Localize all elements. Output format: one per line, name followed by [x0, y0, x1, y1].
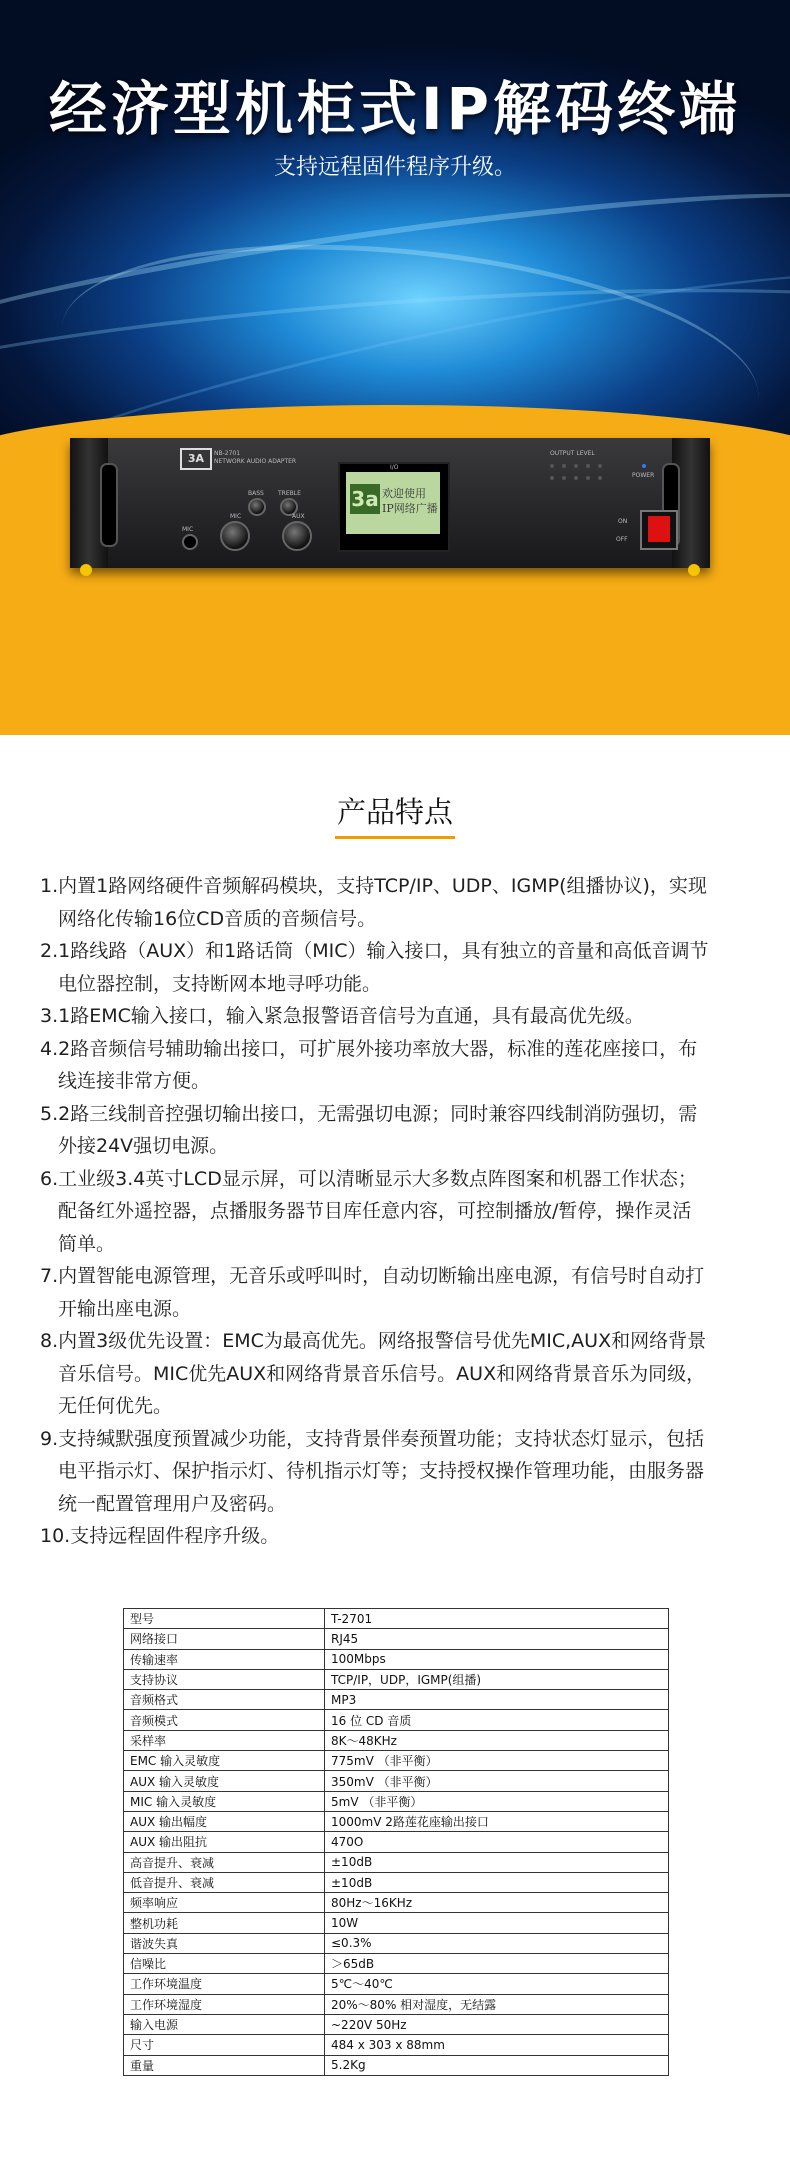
hero-title: 经济型机柜式IP解码终端	[48, 75, 742, 143]
spec-key: 信噪比	[124, 1954, 325, 1974]
mic-volume-label: MIC	[230, 513, 242, 520]
spec-value: 10W	[325, 1913, 669, 1933]
spec-key: 重量	[124, 2055, 325, 2075]
spec-value: ~220V 50Hz	[325, 2014, 669, 2034]
lcd-screen	[346, 472, 440, 534]
spec-row	[124, 1913, 669, 1933]
off-label: OFF	[616, 536, 628, 543]
feature-line: 3.1路EMC输入接口，输入紧急报警语音信号为直通，具有最高优先级。	[40, 1005, 644, 1027]
output-level-label: OUTPUT LEVEL	[550, 450, 595, 457]
feature-line: 9.支持缄默强度预置减少功能，支持背景伴奏预置功能；支持状态灯显示，包括	[40, 1427, 705, 1450]
spec-value: 5mV （非平衡）	[325, 1791, 669, 1811]
lcd-top-label: I/O	[390, 464, 399, 471]
spec-value: 775mV （非平衡）	[325, 1751, 669, 1771]
spec-value: 16 位 CD 音质	[325, 1710, 669, 1730]
spec-value: TCP/IP，UDP，IGMP(组播)	[325, 1669, 669, 1689]
feature-item	[40, 1423, 752, 1521]
spec-key: 尺寸	[124, 2035, 325, 2055]
spec-value: 484 x 303 x 88mm	[325, 2035, 669, 2055]
spec-row	[124, 1751, 669, 1771]
feature-item	[40, 1260, 752, 1325]
feature-line: 6.工业级3.4英寸LCD显示屏，可以清晰显示大多数点阵图案和机器工作状态；	[40, 1167, 697, 1190]
spec-value: 470O	[325, 1832, 669, 1852]
feature-line: 2.1路线路（AUX）和1路话筒（MIC）输入接口，具有独立的音量和高低音调节	[40, 940, 709, 962]
spec-row	[124, 1994, 669, 2014]
spec-row	[124, 1609, 669, 1629]
spec-key: 音频格式	[124, 1690, 325, 1710]
features-title-underline	[335, 836, 455, 839]
feature-line: 5.2路三线制音控强切输出接口，无需强切电源；同时兼容四线制消防强切，需	[40, 1102, 698, 1125]
level-led	[562, 476, 566, 480]
power-led	[642, 464, 646, 468]
feature-line: 无任何优先。	[58, 1395, 173, 1417]
spec-value: RJ45	[325, 1629, 669, 1649]
level-led	[562, 464, 566, 468]
spec-key: AUX 输出阻抗	[124, 1832, 325, 1852]
level-led	[586, 464, 590, 468]
feature-line: 4.2路音频信号辅助输出接口，可扩展外接功率放大器，标准的莲花座接口，布	[40, 1037, 698, 1060]
feature-line: 1.内置1路网络硬件音频解码模块，支持TCP/IP、UDP、IGMP(组播协议)，实现	[40, 875, 707, 897]
spec-key: AUX 输出幅度	[124, 1811, 325, 1831]
aux-volume-label: AUX	[292, 513, 305, 520]
feature-item	[40, 1163, 752, 1261]
feature-line: 开输出座电源。	[58, 1297, 192, 1320]
feature-item	[40, 1033, 752, 1098]
level-led	[550, 464, 554, 468]
spec-key: 频率响应	[124, 1893, 325, 1913]
spec-key: 谐波失真	[124, 1933, 325, 1953]
model-text: NB-2701	[214, 450, 241, 457]
spec-value: 350mV （非平衡）	[325, 1771, 669, 1791]
spec-key: 工作环境湿度	[124, 1994, 325, 2014]
lcd-logo: 3a	[350, 484, 380, 514]
spec-row	[124, 1974, 669, 1994]
feature-item	[40, 1098, 752, 1163]
spec-row	[124, 1669, 669, 1689]
spec-key: 工作环境温度	[124, 1974, 325, 1994]
power-label: POWER	[632, 472, 655, 479]
spec-row	[124, 1933, 669, 1953]
feature-line: 网络化传输16位CD音质的音频信号。	[58, 907, 377, 930]
handle-left	[100, 463, 118, 547]
hero-banner	[0, 0, 790, 735]
spec-row	[124, 2055, 669, 2075]
mic-volume-knob[interactable]	[220, 521, 250, 551]
on-label: ON	[618, 518, 628, 525]
spec-row	[124, 1954, 669, 1974]
feature-item	[40, 870, 752, 935]
feature-line: 电平指示灯、保护指示灯、待机指示灯等；支持授权操作管理功能，由服务器	[58, 1460, 705, 1482]
level-led	[550, 476, 554, 480]
feature-line: 统一配置管理用户及密码。	[58, 1492, 287, 1515]
feature-line: 电位器控制，支持断网本地寻呼功能。	[58, 972, 382, 995]
spec-value: 100Mbps	[325, 1649, 669, 1669]
feature-line: 线连接非常方便。	[58, 1070, 211, 1092]
spec-key: 网络接口	[124, 1629, 325, 1649]
spec-row	[124, 1629, 669, 1649]
spec-value: ＞65dB	[325, 1954, 669, 1974]
spec-value: MP3	[325, 1690, 669, 1710]
feature-line: 7.内置智能电源管理，无音乐或呼叫时，自动切断输出座电源，有信号时自动打	[40, 1265, 705, 1287]
spec-value: 20%～80% 相对湿度，无结露	[325, 1994, 669, 2014]
feature-item	[40, 1000, 752, 1033]
level-led	[598, 464, 602, 468]
spec-value: ±10dB	[325, 1872, 669, 1892]
device-front-panel	[70, 438, 710, 568]
features-title: 产品特点	[336, 795, 453, 829]
lcd-display	[338, 462, 450, 552]
spec-key: 传输速率	[124, 1649, 325, 1669]
level-led	[598, 476, 602, 480]
spec-row	[124, 1872, 669, 1892]
feature-line: 8.内置3级优先设置：EMC为最高优先。网络报警信号优先MIC,AUX和网络背景	[40, 1330, 707, 1352]
spec-key: 支持协议	[124, 1669, 325, 1689]
spec-key: AUX 输入灵敏度	[124, 1771, 325, 1791]
spec-row	[124, 1771, 669, 1791]
spec-row	[124, 1811, 669, 1831]
spec-key: 型号	[124, 1609, 325, 1629]
spec-table-body	[124, 1609, 669, 2076]
spec-key: 整机功耗	[124, 1913, 325, 1933]
lcd-line-2: IP网络广播	[382, 502, 438, 515]
spec-row	[124, 1893, 669, 1913]
power-switch[interactable]	[640, 510, 678, 550]
spec-row	[124, 1730, 669, 1750]
spec-row	[124, 1791, 669, 1811]
spec-value: 80Hz～16KHz	[325, 1893, 669, 1913]
feature-item	[40, 1325, 752, 1423]
bass-label: BASS	[248, 490, 264, 497]
treble-label: TREBLE	[278, 490, 301, 497]
power-switch-rocker	[648, 516, 670, 542]
model-subtext: NETWORK AUDIO ADAPTER	[214, 458, 297, 465]
spec-table	[123, 1608, 669, 2076]
spec-value: ±10dB	[325, 1852, 669, 1872]
spec-value: 5℃～40℃	[325, 1974, 669, 1994]
aux-volume-knob[interactable]	[282, 521, 312, 551]
spec-row	[124, 1690, 669, 1710]
spec-row	[124, 2035, 669, 2055]
spec-row	[124, 1852, 669, 1872]
foot-right	[688, 564, 700, 576]
spec-key: 低音提升、衰减	[124, 1872, 325, 1892]
spec-row	[124, 1710, 669, 1730]
feature-line: 配备红外遥控器，点播服务器节目库任意内容，可控制播放/暂停，操作灵活	[58, 1200, 692, 1222]
lcd-line-1: 欢迎使用	[382, 487, 426, 500]
feature-item	[40, 935, 752, 1000]
level-led	[574, 464, 578, 468]
lcd-text	[382, 486, 438, 516]
spec-key: 高音提升、衰减	[124, 1852, 325, 1872]
spec-key: 采样率	[124, 1730, 325, 1750]
feature-item	[40, 1520, 752, 1553]
feature-line: 简单。	[58, 1232, 116, 1255]
feature-line: 音乐信号。MIC优先AUX和网络背景音乐信号。AUX和网络背景音乐为同级，	[58, 1362, 706, 1385]
spec-key: MIC 输入灵敏度	[124, 1791, 325, 1811]
features-list	[40, 870, 752, 1553]
spec-value: T-2701	[325, 1609, 669, 1629]
mic-jack-label: MIC	[182, 526, 194, 533]
feature-line: 外接24V强切电源。	[58, 1135, 229, 1157]
foot-left	[80, 564, 92, 576]
spec-row	[124, 1832, 669, 1852]
spec-value: 1000mV 2路莲花座输出接口	[325, 1811, 669, 1831]
spec-key: 音频模式	[124, 1710, 325, 1730]
bass-knob[interactable]	[248, 498, 266, 516]
spec-row	[124, 2014, 669, 2034]
hero-subtitle: 支持远程固件程序升级。	[273, 155, 516, 180]
spec-row	[124, 1649, 669, 1669]
brand-logo: 3A	[180, 448, 212, 470]
level-led	[574, 476, 578, 480]
spec-value: 5.2Kg	[325, 2055, 669, 2075]
feature-line: 10.支持远程固件程序升级。	[40, 1525, 280, 1547]
spec-key: 输入电源	[124, 2014, 325, 2034]
mic-jack[interactable]	[182, 534, 198, 550]
spec-value: ≤0.3%	[325, 1933, 669, 1953]
spec-key: EMC 输入灵敏度	[124, 1751, 325, 1771]
spec-value: 8K～48KHz	[325, 1730, 669, 1750]
level-led	[586, 476, 590, 480]
